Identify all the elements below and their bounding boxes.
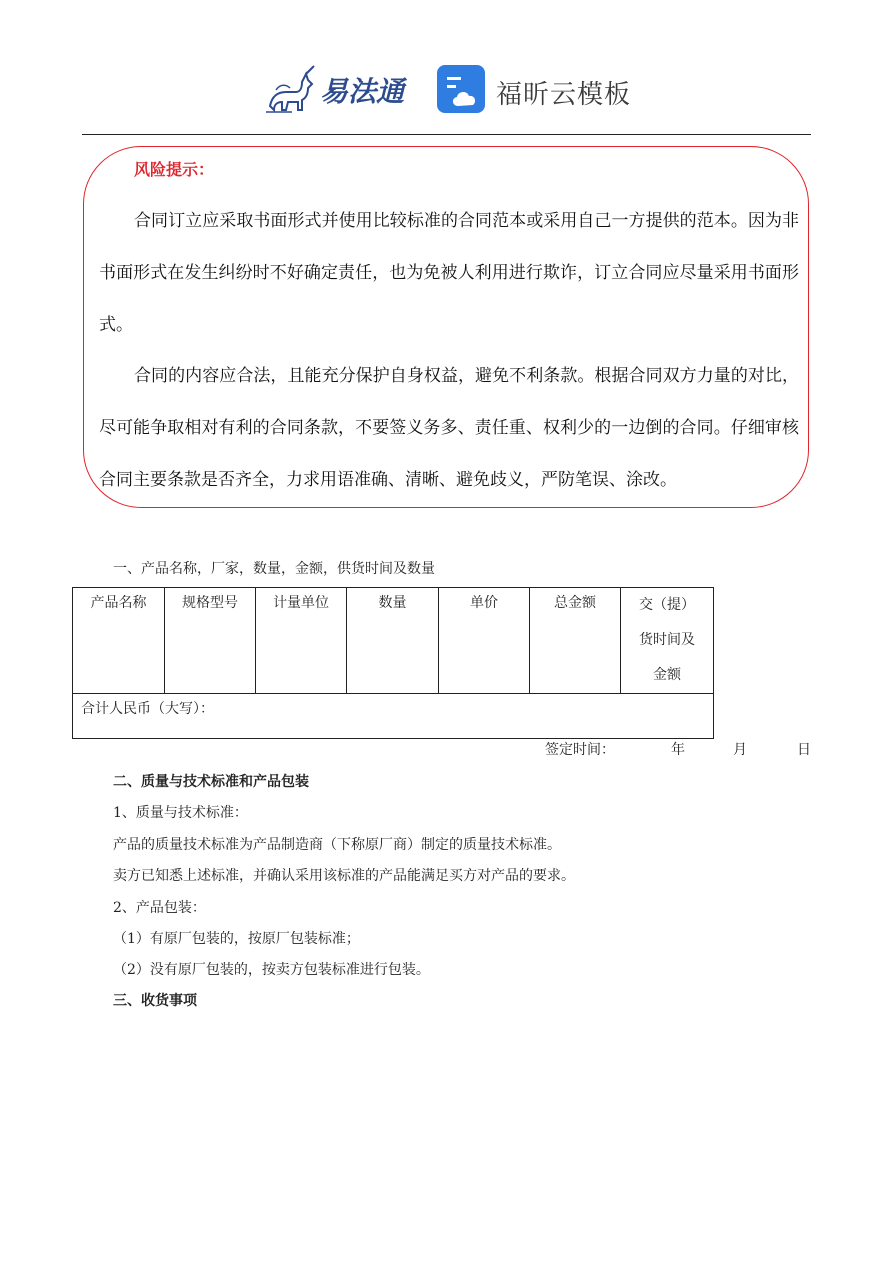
yifatong-logo-text: 易法通 — [320, 75, 405, 108]
header-divider — [82, 134, 811, 135]
section-3-heading: 三、收货事项 — [113, 993, 197, 1009]
yifatong-logo — [262, 62, 412, 118]
product-table-total-row — [73, 694, 714, 739]
col-total-amount: 总金额 — [530, 588, 621, 694]
col-quantity: 数量 — [347, 588, 439, 694]
col-delivery-line-2: 货时间及 — [639, 632, 695, 648]
risk-paragraph-1: 合同订立应采取书面形式并使用比较标准的合同范本或采用自己一方提供的范本。因为非书面形式在发生纠纷时不好确定责任，也为免被人利用进行欺诈，订立合同应尽量采用书面形式。 — [99, 211, 799, 335]
risk-paragraph-2: 合同的内容应合法，且能充分保护自身权益，避免不利条款。根据合同双方力量的对比，尽可能争取相对有利的合同条款，不要签义务多、责任重、权利少的一边倒的合同。仔细审核合同主要条款是否齐全，力求用语准确、清晰、避免歧义，严防笔误、涂改。 — [99, 366, 799, 490]
section-2-item-2: 2、产品包装： — [113, 900, 206, 916]
fuxin-logo — [436, 64, 636, 118]
section-2-item-2-b: （2）没有原厂包装的，按卖方包装标准进行包装。 — [113, 962, 430, 978]
section-2-heading: 二、质量与技术标准和产品包装 — [113, 774, 309, 790]
product-table — [72, 587, 714, 739]
col-delivery-time — [621, 588, 714, 694]
sign-month: 月 — [733, 742, 747, 758]
header — [0, 58, 893, 128]
risk-notice-title: 风险提示： — [134, 160, 215, 179]
product-table-header-row — [73, 588, 714, 694]
col-spec-model: 规格型号 — [165, 588, 256, 694]
col-unit: 计量单位 — [256, 588, 347, 694]
cloud-document-icon — [436, 64, 488, 116]
total-rmb-label: 合计人民币（大写）： — [73, 694, 714, 739]
sign-day: 日 — [797, 742, 811, 758]
col-delivery-line-1: 交（提） — [639, 597, 695, 613]
section-2-item-1-line-2: 卖方已知悉上述标准，并确认采用该标准的产品能满足买方对产品的要求。 — [113, 868, 575, 884]
section-2-item-1-line-1: 产品的质量技术标准为产品制造商（下称原厂商）制定的质量技术标准。 — [113, 837, 561, 853]
sign-year: 年 — [671, 742, 685, 758]
fuxin-logo-text: 福昕云模板 — [496, 80, 632, 110]
unicorn-icon — [262, 62, 318, 118]
section-1-heading: 一、产品名称，厂家，数量，金额，供货时间及数量 — [113, 561, 435, 577]
section-2-item-1: 1、质量与技术标准： — [113, 805, 248, 821]
section-2-item-2-a: （1）有原厂包装的，按原厂包装标准； — [113, 931, 360, 947]
col-product-name: 产品名称 — [73, 588, 165, 694]
col-unit-price: 单价 — [439, 588, 530, 694]
sign-date-label: 签定时间： — [545, 742, 615, 758]
col-delivery-line-3: 金额 — [653, 667, 681, 683]
